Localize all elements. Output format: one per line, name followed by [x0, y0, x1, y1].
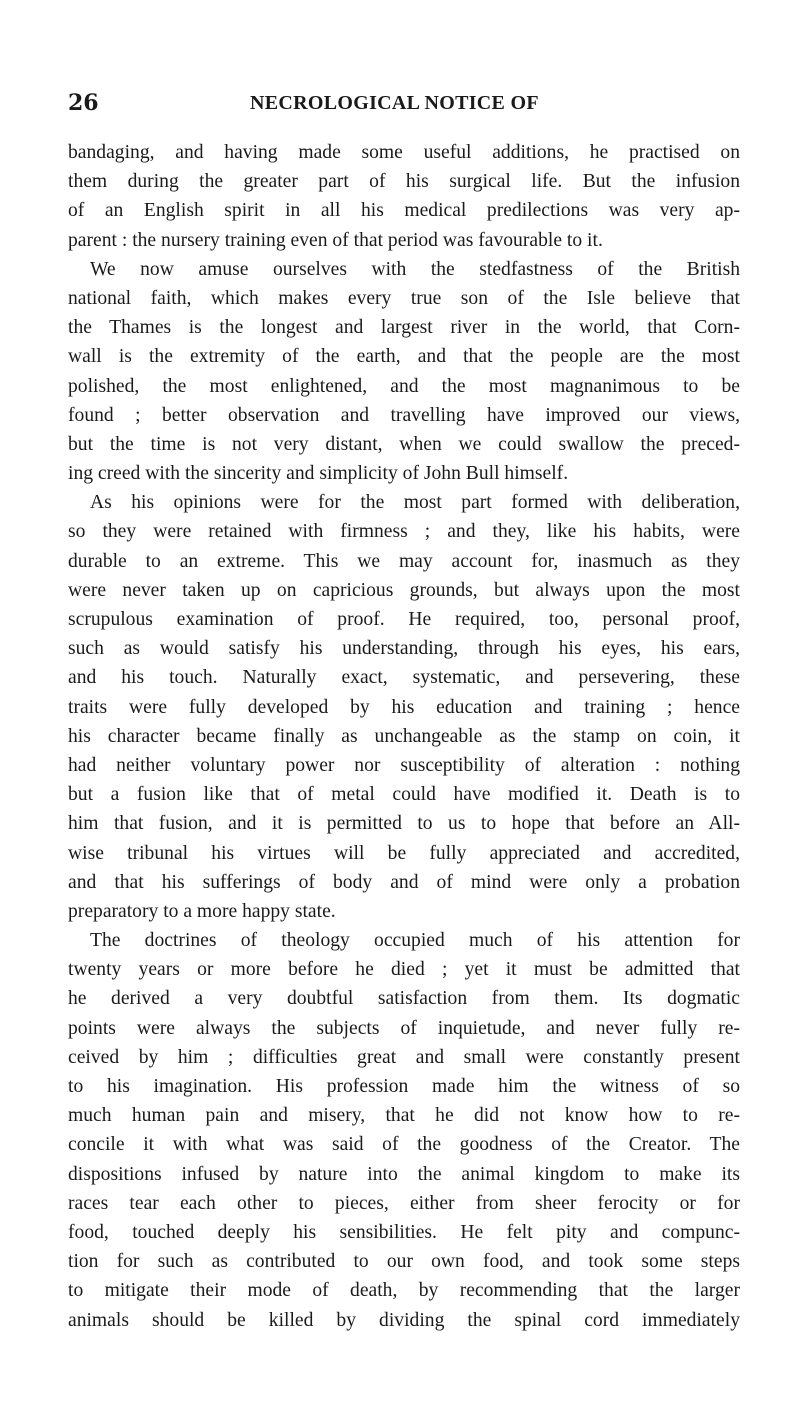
- text-line: dispositions infused by nature into the animal kingdom to make its: [68, 1163, 740, 1185]
- text-line: bandaging, and having made some useful additions, he practised on: [68, 142, 740, 163]
- text-line: to his imagination. His profession made him the witness of so: [68, 1076, 740, 1097]
- text-line: and that his sufferings of body and of mind were only a probation: [68, 871, 740, 893]
- text-line: food, touched deeply his sensibilities. He felt pity and compunc-: [68, 1221, 740, 1243]
- text-line: polished, the most enlightened, and the most magnanimous to be: [68, 375, 740, 397]
- text-line: them during the greater part of his surgical life. But the infusion: [68, 171, 740, 193]
- running-title: NECROLOGICAL NOTICE OF: [250, 92, 539, 114]
- text-line: him that fusion, and it is permitted to us to hope that before an All-: [68, 813, 740, 835]
- text-line: As his opinions were for the most part formed with deliberation,: [90, 492, 740, 514]
- text-line: animals should be killed by dividing the spinal cord immediately: [68, 1309, 740, 1331]
- text-line: and his touch. Naturally exact, systematic, and persevering, these: [68, 667, 740, 689]
- text-line: parent : the nursery training even of that period was favourable to it.: [68, 229, 603, 251]
- text-line: found ; better observation and travelling have improved our views,: [68, 404, 740, 426]
- text-line: he derived a very doubtful satisfaction from them. Its dogmatic: [68, 988, 740, 1010]
- text-line: concile it with what was said of the goodness of the Creator. The: [68, 1134, 740, 1156]
- text-line: scrupulous examination of proof. He required, too, personal proof,: [68, 609, 740, 630]
- page-number: 26: [68, 90, 99, 116]
- text-line: The doctrines of theology occupied much of his attention for: [90, 930, 740, 952]
- body-text: [68, 138, 740, 1335]
- text-line: We now amuse ourselves with the stedfastness of the British: [90, 258, 740, 280]
- text-line: such as would satisfy his understanding, through his eyes, his ears,: [68, 638, 740, 660]
- text-line: but a fusion like that of metal could have modified it. Death is to: [68, 784, 740, 806]
- running-head: [68, 90, 728, 124]
- text-line: had neither voluntary power nor susceptibility of alteration : nothing: [68, 754, 740, 776]
- text-line: wall is the extremity of the earth, and that the people are the most: [68, 346, 740, 368]
- text-line: the Thames is the longest and largest river in the world, that Corn-: [68, 317, 740, 339]
- text-line: to mitigate their mode of death, by recommending that the larger: [68, 1280, 740, 1302]
- text-line: ceived by him ; difficulties great and small were constantly present: [68, 1046, 740, 1068]
- text-line: were never taken up on capricious grounds, but always upon the most: [68, 579, 740, 601]
- text-line: wise tribunal his virtues will be fully appreciated and accredited,: [68, 842, 740, 864]
- text-line: tion for such as contributed to our own food, and took some steps: [68, 1251, 740, 1273]
- text-line: ing creed with the sincerity and simplicity of John Bull himself.: [68, 463, 569, 485]
- text-line: points were always the subjects of inquietude, and never fully re-: [68, 1017, 740, 1039]
- text-line: traits were fully developed by his education and training ; hence: [68, 696, 740, 718]
- text-line: national faith, which makes every true son of the Isle believe that: [68, 287, 740, 309]
- text-line: of an English spirit in all his medical predilections was very ap-: [68, 200, 740, 222]
- text-line: his character became finally as unchangeable as the stamp on coin, it: [68, 725, 740, 747]
- text-line: twenty years or more before he died ; yet it must be admitted that: [68, 959, 740, 981]
- text-line: preparatory to a more happy state.: [68, 900, 336, 922]
- text-line: so they were retained with firmness ; and they, like his habits, were: [68, 521, 740, 543]
- text-line: races tear each other to pieces, either from sheer ferocity or for: [68, 1192, 740, 1214]
- text-line: but the time is not very distant, when we could swallow the preced-: [68, 433, 740, 455]
- text-line: much human pain and misery, that he did not know how to re-: [68, 1105, 740, 1127]
- text-line: durable to an extreme. This we may account for, inasmuch as they: [68, 550, 740, 572]
